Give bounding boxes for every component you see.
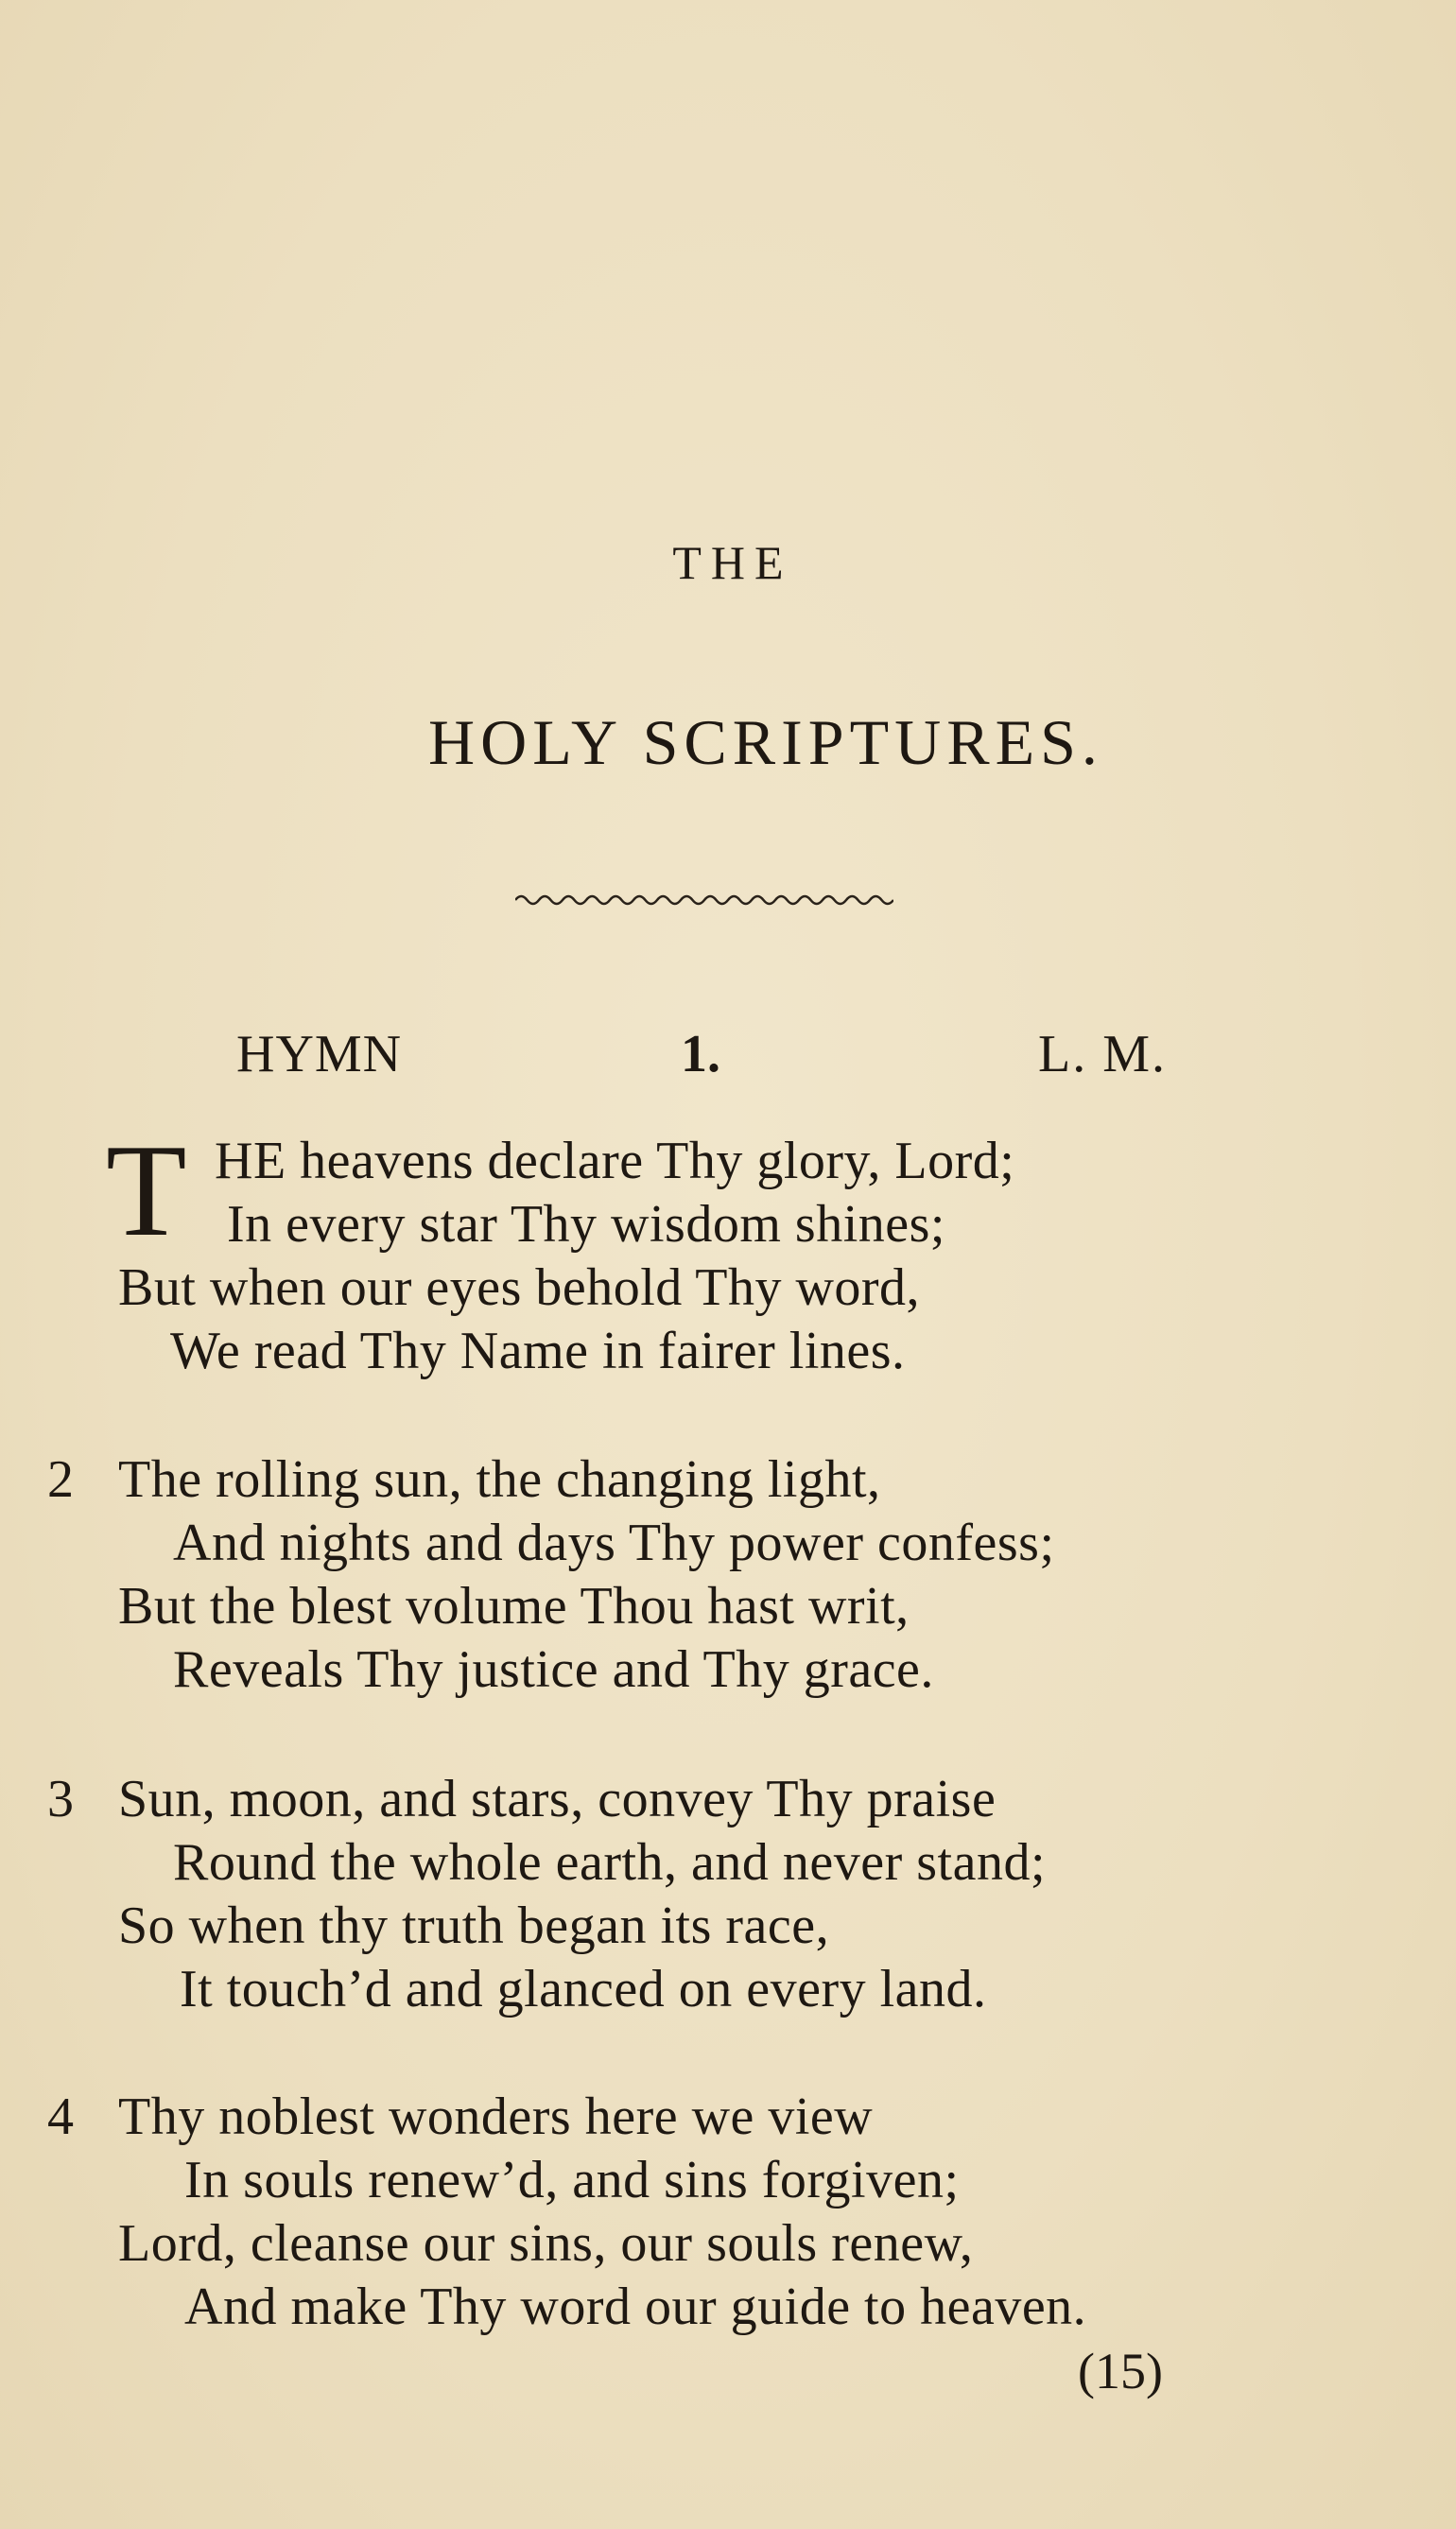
stanza-3-line-2: Round the whole earth, and never stand; xyxy=(173,1833,1047,1892)
hymn-label: HYMN xyxy=(236,1025,403,1083)
stanza-4-number: 4 xyxy=(47,2087,74,2146)
stanza-4-line-4: And make Thy word our guide to heaven. xyxy=(184,2278,1087,2336)
stanza-2-line-2: And nights and days Thy power confess; xyxy=(173,1514,1055,1572)
stanza-1-line-3: But when our eyes behold Thy word, xyxy=(118,1258,921,1317)
stanza-2-line-1: The rolling sun, the changing light, xyxy=(118,1450,881,1509)
stanza-4-line-3: Lord, cleanse our sins, our souls renew, xyxy=(118,2214,974,2273)
stanza-2-number: 2 xyxy=(47,1450,74,1509)
page-number: (15) xyxy=(1078,2343,1163,2399)
stanza-2-line-4: Reveals Thy justice and Thy grace. xyxy=(173,1640,934,1699)
stanza-3-line-4: It touch’d and glanced on every land. xyxy=(180,1960,987,2018)
stanza-3-number: 3 xyxy=(47,1770,74,1828)
title-holy-scriptures: HOLY SCRIPTURES. xyxy=(428,706,1103,778)
hymn-meter: L. M. xyxy=(1038,1025,1167,1083)
drop-cap: T xyxy=(106,1117,187,1264)
stanza-4-line-1: Thy noblest wonders here we view xyxy=(118,2087,874,2146)
stanza-2-line-3: But the blest volume Thou hast writ, xyxy=(118,1577,910,1636)
stanza-4-line-2: In souls renew’d, and sins forgiven; xyxy=(184,2151,960,2209)
stanza-3-line-1: Sun, moon, and stars, convey Thy praise xyxy=(118,1770,997,1828)
stanza-1-line-2: In every star Thy wisdom shines; xyxy=(227,1195,945,1254)
hymn-number: 1. xyxy=(681,1025,720,1083)
stanza-3-line-3: So when thy truth began its race, xyxy=(118,1897,830,1955)
stanza-1-line-1: HE heavens declare Thy glory, Lord; xyxy=(215,1132,1015,1190)
stanza-1-line-4: We read Thy Name in fairer lines. xyxy=(170,1322,906,1380)
title-the: THE xyxy=(672,536,793,589)
ornamental-divider xyxy=(515,889,893,911)
